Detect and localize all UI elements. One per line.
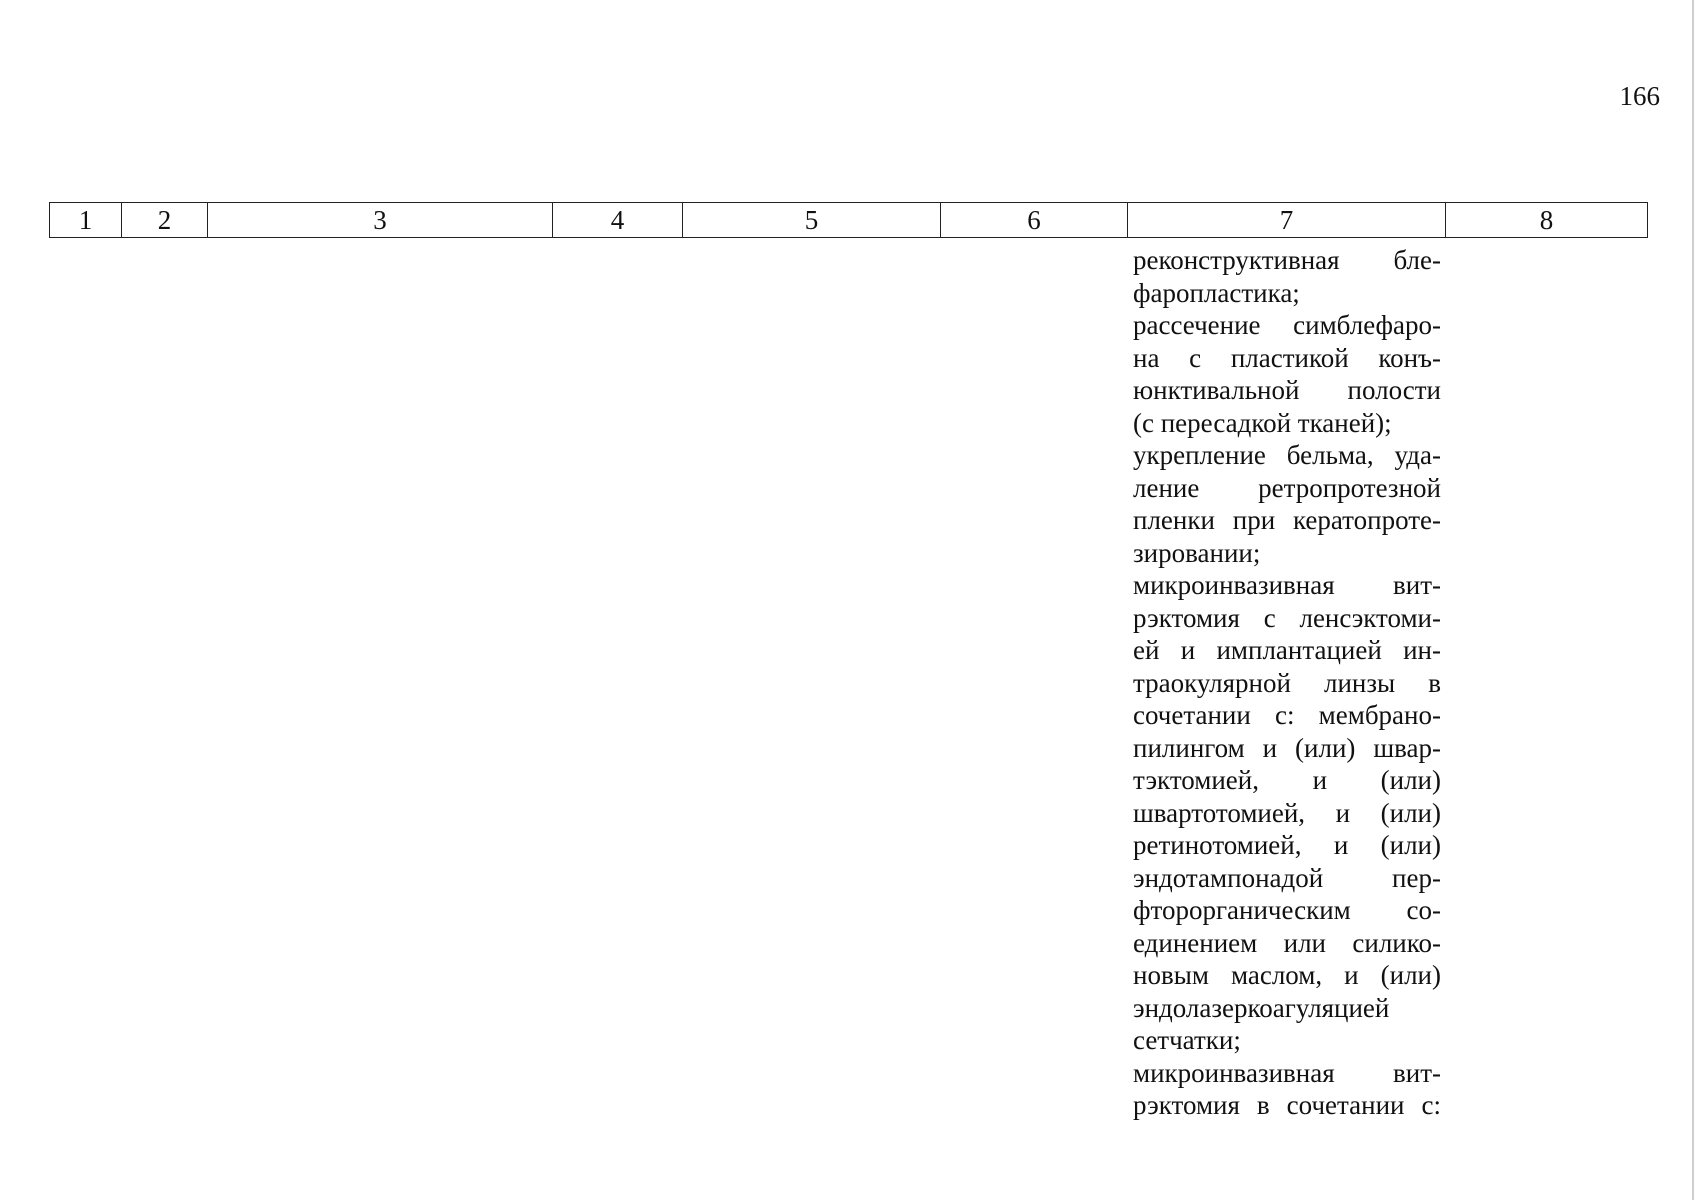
text-line: реконструктивная бле-	[1133, 245, 1441, 275]
text-line: швартотомией, и (или)	[1133, 797, 1441, 828]
text-line: юнктивальной полости	[1133, 375, 1441, 405]
text-line: укрепление бельма, уда-	[1133, 440, 1441, 470]
text-line: эндотампонадой пер-	[1133, 862, 1441, 893]
text-line: траокулярной линзы в	[1133, 667, 1441, 698]
column-number-7: 7	[1128, 203, 1446, 238]
text-line: пилингом и (или) швар-	[1133, 732, 1441, 763]
page-number: 166	[1619, 81, 1660, 111]
column-number-2: 2	[122, 203, 208, 238]
text-line: единением или силико-	[1133, 927, 1441, 958]
text-line: фаропластика;	[1133, 277, 1300, 308]
text-line: зировании;	[1133, 537, 1261, 568]
text-line: рэктомия в сочетании с:	[1133, 1090, 1441, 1120]
text-line: рэктомия с ленсэктоми-	[1133, 602, 1441, 633]
text-line: рассечение симблефаро-	[1133, 310, 1441, 340]
text-line: (с пересадкой тканей);	[1133, 407, 1392, 438]
text-line: ление ретропротезной	[1133, 472, 1441, 503]
text-line: сетчатки;	[1133, 1025, 1241, 1055]
column-number-8: 8	[1446, 203, 1648, 238]
text-line: новым маслом, и (или)	[1133, 960, 1441, 990]
text-line: ретинотомией, и (или)	[1133, 830, 1441, 860]
column-number-3: 3	[208, 203, 553, 238]
column-number-4: 4	[553, 203, 683, 238]
column-number-6: 6	[941, 203, 1128, 238]
text-line: тэктомией, и (или)	[1133, 765, 1441, 795]
text-line: фторорганическим со-	[1133, 895, 1441, 925]
column-number-5: 5	[683, 203, 941, 238]
text-line: эндолазеркоагуляцией	[1133, 992, 1390, 1023]
scan-edge-line	[1692, 0, 1694, 1200]
text-line: сочетании с: мембрано-	[1133, 700, 1441, 730]
text-line: на с пластикой конъ-	[1133, 342, 1441, 373]
text-line: микроинвазивная вит-	[1133, 570, 1441, 600]
column-header-table	[49, 202, 1648, 238]
text-line: ей и имплантацией ин-	[1133, 635, 1441, 665]
header-row	[50, 203, 1648, 238]
column-number-1: 1	[50, 203, 122, 238]
text-line: микроинвазивная вит-	[1133, 1057, 1441, 1088]
column-7-cell-text	[1133, 244, 1441, 1122]
text-line: пленки при кератопроте-	[1133, 505, 1441, 535]
